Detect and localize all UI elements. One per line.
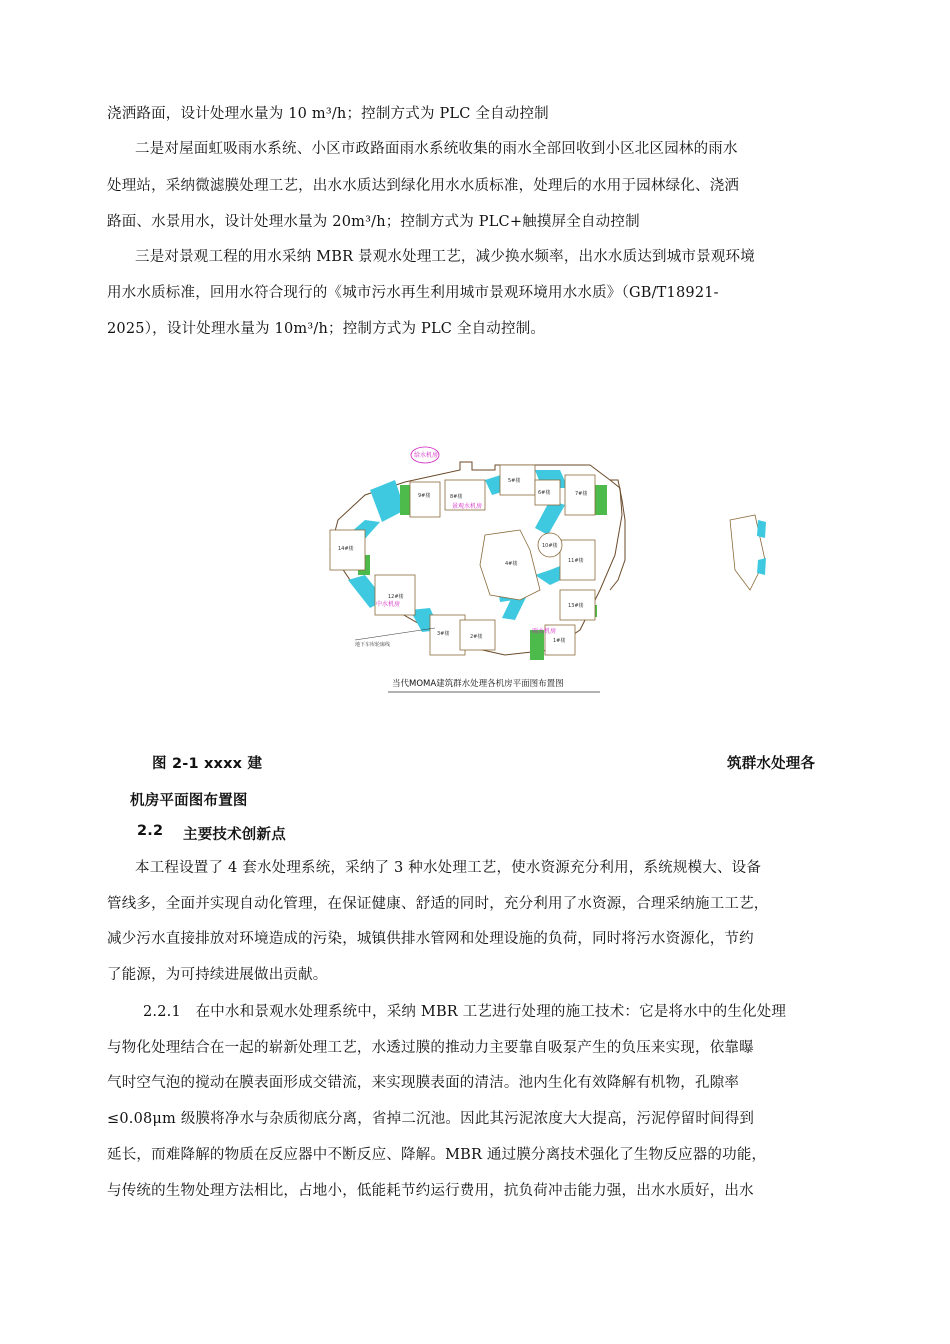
- label-building-6: 6#楼: [538, 490, 551, 496]
- text-line: 了能源，为可持续进展做出贡献。: [107, 967, 328, 983]
- text-line: 三是对景观工程的用水采纳 MBR 景观水处理工艺，减少换水频率，出水水质达到城市景观环境: [135, 249, 755, 265]
- text-line: 用水水质标准，回用水符合现行的《城市污水再生利用城市景观环境用水水质》（GB/T18921-: [107, 285, 719, 301]
- site-plan-figure: [310, 440, 780, 710]
- text-line: 处理站，采纳微滤膜处理工艺，出水水质达到绿化用水水质标准，处理后的水用于园林绿化、浇洒: [107, 178, 740, 194]
- label-building-12: 12#楼: [388, 594, 404, 600]
- text-line: 与物化处理结合在一起的崭新处理工艺，水透过膜的推动力主要靠自吸泵产生的负压来实现，依靠曝: [107, 1040, 754, 1056]
- text-line: 浇洒路面，设计处理水量为 10 m³/h；控制方式为 PLC 全自动控制: [107, 106, 549, 122]
- text-line: 路面、水景用水，设计处理水量为 20m³/h；控制方式为 PLC+触摸屏全自动控制: [107, 214, 640, 230]
- figure-caption-left: 图 2-1 xxxx 建: [152, 756, 263, 772]
- text-line: 本工程设置了 4 套水处理系统，采纳了 3 种水处理工艺，使水资源充分利用，系统规模大、设备: [135, 860, 762, 876]
- section-title: 主要技术创新点: [183, 827, 286, 843]
- text-line: 与传统的生物处理方法相比，占地小，低能耗节约运行费用，抗负荷冲击能力强，出水水质好，出水: [107, 1183, 754, 1199]
- room-label-water-supply: 给水机房: [414, 452, 439, 459]
- building-9: [410, 482, 440, 517]
- text-line: 二是对屋面虹吸雨水系统、小区市政路面雨水系统收集的雨水全部回收到小区北区园林的雨水: [135, 141, 738, 157]
- label-building-13: 13#楼: [568, 603, 584, 609]
- room-label-reclaimed: 中水机房: [376, 601, 401, 608]
- corridor: [370, 480, 405, 522]
- figure-caption-cont: 机房平面图布置图: [130, 793, 248, 809]
- text-line: 2025），设计处理水量为 10m³/h；控制方式为 PLC 全自动控制。: [107, 321, 546, 337]
- label-building-10: 10#楼: [542, 543, 558, 549]
- room-label-landscape: 景观水机房: [452, 503, 483, 510]
- label-building-4: 4#楼: [505, 561, 518, 567]
- label-building-2: 2#楼: [470, 634, 483, 640]
- label-building-14: 14#楼: [338, 546, 354, 552]
- drawing-caption: 当代MOMA建筑群水处理各机房平面图布置图: [392, 679, 564, 689]
- figure-caption-right: 筑群水处理各: [727, 756, 816, 772]
- label-building-1: 1#楼: [553, 638, 566, 644]
- text-line: 气时空气泡的搅动在膜表面形成交错流，来实现膜表面的清洁。池内生化有效降解有机物，孔隙率: [107, 1075, 740, 1091]
- text-line: 管线多，全面并实现自动化管理，在保证健康、舒适的同时，充分利用了水资源，合理采纳施工工艺，: [107, 896, 769, 912]
- room-block: [595, 485, 607, 515]
- section-number: 2.2: [137, 823, 164, 839]
- text-line: 延长，而难降解的物质在反应器中不断反应、降解。MBR 通过膜分离技术强化了生物反应器的功能，: [107, 1147, 767, 1163]
- text-line: 减少污水直接排放对环境造成的污染，城镇供排水管网和处理设施的负荷，同时将污水资源化，节约: [107, 931, 754, 947]
- room-label-rain: 雨水机房: [532, 628, 557, 635]
- label-building-3: 3#楼: [437, 631, 450, 637]
- label-building-7: 7#楼: [575, 491, 588, 497]
- label-building-11: 11#楼: [568, 558, 584, 564]
- text-line: ≤0.08μm 级膜将净水与杂质彻底分离，省掉二沉池。因此其污泥浓度大大提高，污泥停留时间得到: [107, 1111, 755, 1127]
- label-building-8: 8#楼: [450, 494, 463, 500]
- text-line: 2.2.1 在中水和景观水处理系统中，采纳 MBR 工艺进行处理的施工技术：它是将水中的生化处理: [143, 1004, 787, 1020]
- label-building-5: 5#楼: [508, 478, 521, 484]
- garage-line-label: 地下车库轮廓线: [355, 642, 391, 648]
- label-building-9: 9#楼: [418, 493, 431, 499]
